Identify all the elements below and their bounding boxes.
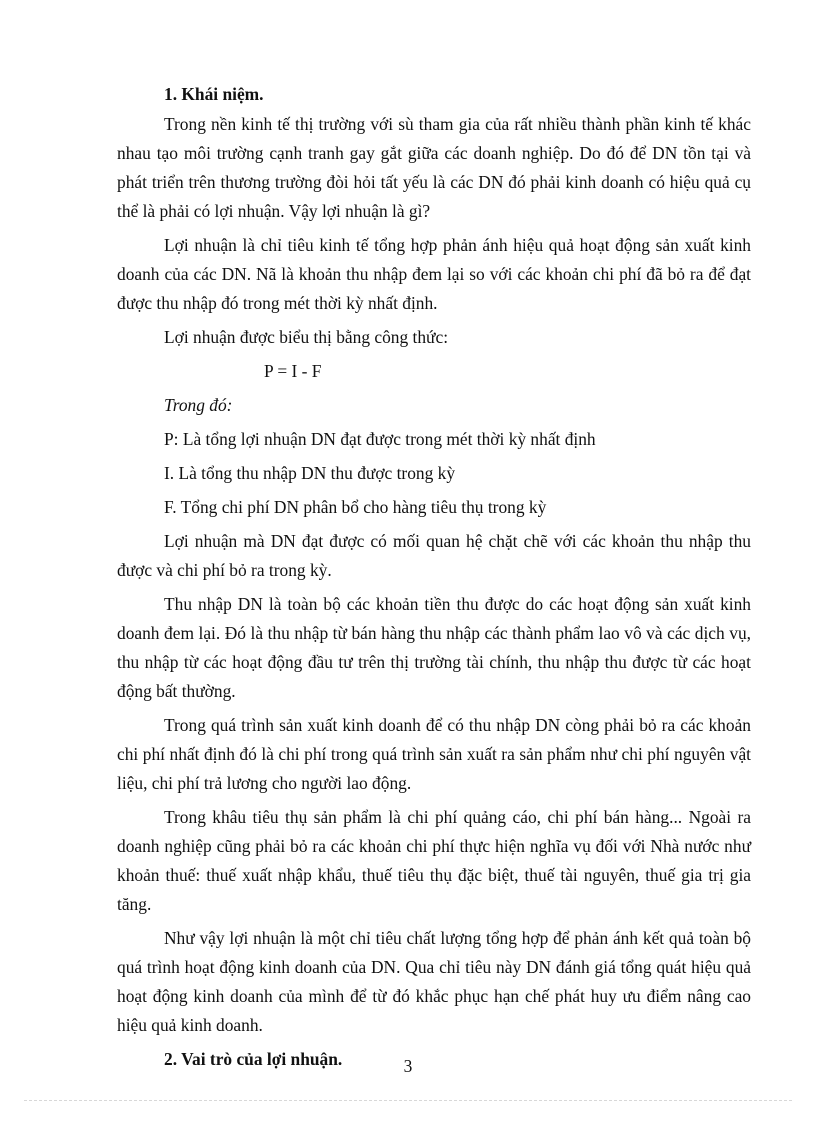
paragraph-costs: Trong quá trình sản xuất kinh doanh để có thu nhập DN còng phải bỏ ra các khoản chi phí nhất định đó là chi phí trong quá trình sản xuất ra sản phẩm như chi phí nguyên vật liệu, chi phí trả lương cho người lao động. bbox=[117, 715, 751, 793]
profit-formula: P = I - F bbox=[264, 361, 322, 381]
definition-i: I. Là tổng thu nhập DN thu được trong kỳ bbox=[164, 463, 456, 483]
paragraph-conclusion: Như vậy lợi nhuận là một chỉ tiêu chất lượng tổng hợp để phản ánh kết quả toàn bộ quá trình hoạt động kinh doanh của DN. Qua chỉ tiêu này DN đánh giá tổng quát hiệu quả hoạt động kinh doanh của mình để từ đó khắc phục hạn chế phát huy ưu điểm nâng cao hiệu quả kinh doanh. bbox=[117, 928, 751, 1035]
section-heading-concept: 1. Khái niệm. bbox=[164, 84, 264, 104]
paragraph-consumption-costs: Trong khâu tiêu thụ sản phẩm là chi phí quảng cáo, chi phí bán hàng... Ngoài ra doanh nghiệp cũng phải bỏ ra các khoản chi phí thực hiện nghĩa vụ đối với Nhà nước như khoản thuế: thuế xuất nhập khẩu, thuế tiêu thụ đặc biệt, thuế tài nguyên, thuế gia trị gia tăng. bbox=[117, 807, 751, 914]
page-body bbox=[117, 80, 751, 1074]
page-number: 3 bbox=[403, 1056, 413, 1076]
section-heading-role: 2. Vai trò của lợi nhuận. bbox=[164, 1049, 343, 1069]
paragraph-profit-relation: Lợi nhuận mà DN đạt được có mối quan hệ chặt chẽ với các khoản thu nhập thu được và chi phí bỏ ra trong kỳ. bbox=[117, 531, 751, 580]
paragraph-market-economy: Trong nền kinh tế thị trường với sù tham gia của rất nhiều thành phần kinh tế khác nhau tạo môi trường cạnh tranh gay gắt giữa các doanh nghiệp. Do đó để DN tồn tại và phát triển trên thương trường đòi hỏi tất yếu là các DN đó phải kinh doanh có hiệu quả cụ thể là phải có lợi nhuận. Vậy lợi nhuận là gì? bbox=[117, 114, 751, 221]
paragraph-formula-intro: Lợi nhuận được biểu thị bằng công thức: bbox=[164, 327, 449, 347]
paragraph-income: Thu nhập DN là toàn bộ các khoản tiền thu được do các hoạt động sản xuất kinh doanh đem lại. Đó là thu nhập từ bán hàng thu nhập các thành phẩm lao vô và các dịch vụ, thu nhập từ các hoạt động đầu tư trên thị trường tài chính, thu nhập thu được từ các hoạt động bất thường. bbox=[117, 594, 751, 701]
paragraph-profit-definition: Lợi nhuận là chỉ tiêu kinh tế tổng hợp phản ánh hiệu quả hoạt động sản xuất kinh doanh của các DN. Nã là khoản thu nhập đem lại so với các khoản chi phí đã bỏ ra để đạt được thu nhập đó trong mét thời kỳ nhất định. bbox=[117, 235, 751, 313]
where-label: Trong đó: bbox=[164, 395, 233, 415]
definition-f: F. Tổng chi phí DN phân bổ cho hàng tiêu thụ trong kỳ bbox=[164, 497, 547, 517]
definition-p: P: Là tổng lợi nhuận DN đạt được trong mét thời kỳ nhất định bbox=[164, 429, 596, 449]
page-bottom-divider bbox=[24, 1100, 792, 1101]
